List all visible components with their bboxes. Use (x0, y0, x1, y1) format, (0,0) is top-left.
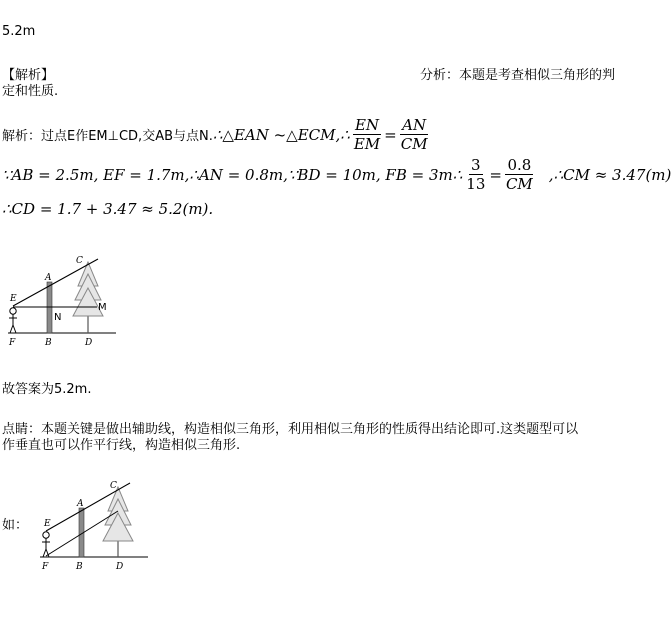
cm-result: ,∴CM ≈ 3.47(m) (548, 165, 671, 184)
figure-2-diagram (34, 478, 154, 574)
ratio-08-cm (504, 156, 535, 193)
denominator: 13 (466, 175, 486, 193)
analysis-continuation: 定和性质. (2, 84, 59, 99)
label-c: C (110, 481, 117, 491)
person-icon (9, 308, 17, 333)
equals-sign: = (489, 165, 502, 184)
cd-result: ∴CD = 1.7 + 3.47 ≈ 5.2(m). (2, 200, 214, 218)
solution-line-2 (2, 156, 671, 193)
ratio-en-em (352, 116, 382, 153)
denominator: CM (505, 175, 533, 193)
equals-sign: = (384, 125, 397, 144)
denominator: CM (400, 135, 428, 153)
label-n: N (54, 312, 62, 323)
label-b: B (45, 338, 52, 348)
ratio-an-cm (399, 116, 430, 153)
similar-triangles-statement: ∴△EAN ~△ECM,∴ (212, 125, 350, 144)
ratio-3-13 (464, 156, 487, 193)
numerator: EN (354, 116, 380, 134)
label-f: F (9, 338, 16, 348)
analysis-tag: 【解析】 (2, 68, 55, 83)
label-e: E (44, 519, 51, 529)
tree-icon (103, 487, 133, 557)
conclusion-text: 故答案为5.2m. (2, 382, 92, 397)
numerator: 3 (471, 156, 481, 174)
label-d: D (116, 562, 124, 572)
answer-top: 5.2m (2, 24, 36, 39)
tree-icon (73, 262, 103, 333)
person-icon (42, 532, 50, 557)
solution-line-1 (2, 116, 432, 153)
analysis-label: 分析：本题是考查相似三角形的判 (420, 68, 616, 83)
denominator: EM (353, 135, 381, 153)
label-m: M (98, 302, 107, 313)
comment-line-1: 点睛：本题关键是做出辅助线，构造相似三角形，利用相似三角形的性质得出结论即可.这类题型可以 (2, 422, 579, 437)
label-c: C (76, 256, 83, 266)
label-b: B (76, 562, 83, 572)
example-prefix: 如： (2, 518, 29, 533)
label-a: A (45, 273, 52, 283)
numerator: 0.8 (507, 156, 532, 174)
label-f: F (42, 562, 49, 572)
comment-line-2: 作垂直也可以作平行线，构造相似三角形. (2, 438, 241, 453)
figure-1-diagram (0, 254, 130, 350)
label-e: E (10, 294, 17, 304)
label-d: D (85, 338, 93, 348)
given-values: ∵AB = 2.5m, EF = 1.7m,∴AN = 0.8m,∵BD = 10m, FB = 3m∴ (2, 165, 463, 184)
numerator: AN (402, 116, 427, 134)
solution-intro: 解析：过点E作EM⊥CD,交AB与点N. (2, 129, 213, 144)
label-a: A (77, 499, 84, 509)
